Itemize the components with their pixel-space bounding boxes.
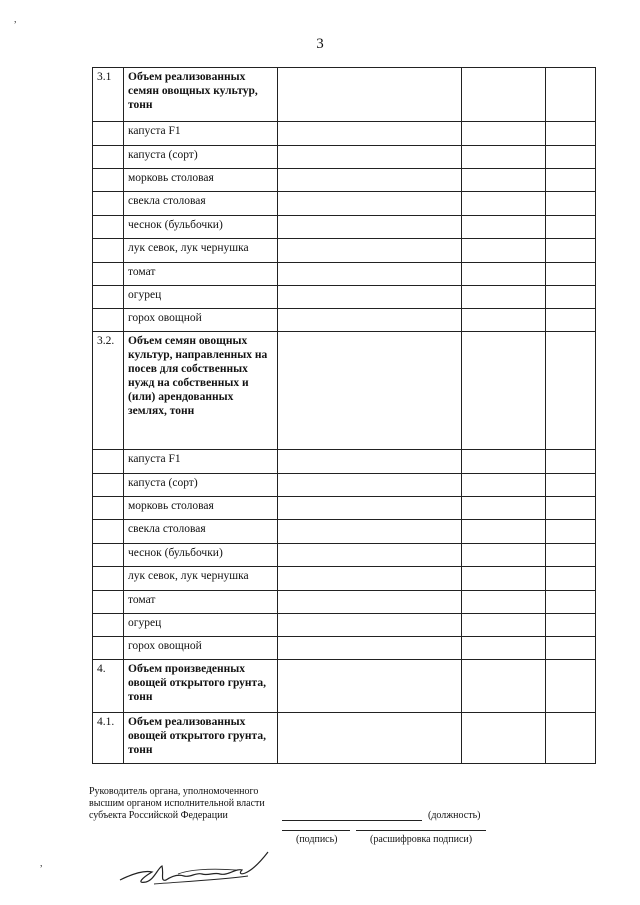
row-number xyxy=(93,520,124,544)
table-row xyxy=(93,68,596,122)
indicator-title: Объем семян овощных культур, направленных на посев для собственных нужд на собственных и (или) арендованных землях, тонн xyxy=(124,332,278,450)
value-cell xyxy=(278,474,462,497)
table-row xyxy=(93,474,596,497)
value-cell xyxy=(546,192,596,216)
value-cell xyxy=(278,520,462,544)
row-number xyxy=(93,169,124,192)
value-cell xyxy=(462,332,546,450)
value-cell xyxy=(462,146,546,169)
value-cell xyxy=(462,122,546,146)
value-cell xyxy=(462,474,546,497)
value-cell xyxy=(278,169,462,192)
table-row xyxy=(93,169,596,192)
indicator-title: Объем реализованных овощей открытого грунта, тонн xyxy=(124,713,278,764)
value-cell xyxy=(546,520,596,544)
row-number xyxy=(93,567,124,591)
value-cell xyxy=(546,309,596,332)
margin-mark: , xyxy=(40,858,43,869)
crop-label: свекла столовая xyxy=(124,192,278,216)
value-cell xyxy=(462,713,546,764)
margin-mark: , xyxy=(14,14,17,25)
handwritten-signature xyxy=(118,846,278,890)
crop-label: томат xyxy=(124,263,278,286)
table-row xyxy=(93,567,596,591)
value-cell xyxy=(546,286,596,309)
position-label: (должность) xyxy=(428,810,481,821)
value-cell xyxy=(462,286,546,309)
value-cell xyxy=(546,713,596,764)
value-cell xyxy=(546,122,596,146)
table-row xyxy=(93,614,596,637)
value-cell xyxy=(546,497,596,520)
value-cell xyxy=(462,637,546,660)
table-row xyxy=(93,192,596,216)
value-cell xyxy=(462,567,546,591)
table-row xyxy=(93,591,596,614)
table-row xyxy=(93,309,596,332)
value-cell xyxy=(546,591,596,614)
row-number xyxy=(93,450,124,474)
crop-label: томат xyxy=(124,591,278,614)
value-cell xyxy=(278,216,462,239)
value-cell xyxy=(462,309,546,332)
value-cell xyxy=(278,68,462,122)
row-number xyxy=(93,614,124,637)
table-row xyxy=(93,637,596,660)
value-cell xyxy=(278,497,462,520)
value-cell xyxy=(546,216,596,239)
indicator-title: Объем реализованных семян овощных культур, тонн xyxy=(124,68,278,122)
table-row xyxy=(93,332,596,450)
table-row xyxy=(93,122,596,146)
row-number: 3.1 xyxy=(93,68,124,122)
row-number xyxy=(93,286,124,309)
row-number xyxy=(93,239,124,263)
value-cell xyxy=(278,713,462,764)
value-cell xyxy=(278,544,462,567)
footer-line: высшим органом исполнительной власти xyxy=(89,798,265,809)
table-row xyxy=(93,497,596,520)
crop-label: лук севок, лук чернушка xyxy=(124,567,278,591)
value-cell xyxy=(462,239,546,263)
value-cell xyxy=(278,614,462,637)
footer-official-title xyxy=(89,786,265,822)
value-cell xyxy=(278,263,462,286)
crop-label: чеснок (бульбочки) xyxy=(124,544,278,567)
row-number: 3.2. xyxy=(93,332,124,450)
crop-label: морковь столовая xyxy=(124,169,278,192)
value-cell xyxy=(546,450,596,474)
value-cell xyxy=(462,660,546,713)
value-cell xyxy=(546,263,596,286)
table-row xyxy=(93,450,596,474)
crop-label: морковь столовая xyxy=(124,497,278,520)
value-cell xyxy=(462,614,546,637)
value-cell xyxy=(462,520,546,544)
table-row xyxy=(93,544,596,567)
value-cell xyxy=(546,68,596,122)
crop-label: капуста (сорт) xyxy=(124,146,278,169)
value-cell xyxy=(462,497,546,520)
crop-label: капуста F1 xyxy=(124,450,278,474)
row-number xyxy=(93,192,124,216)
decoding-line xyxy=(356,830,486,831)
row-number xyxy=(93,497,124,520)
row-number: 4. xyxy=(93,660,124,713)
row-number xyxy=(93,263,124,286)
table-row xyxy=(93,146,596,169)
row-number xyxy=(93,591,124,614)
table-row xyxy=(93,239,596,263)
value-cell xyxy=(278,591,462,614)
row-number: 4.1. xyxy=(93,713,124,764)
value-cell xyxy=(546,567,596,591)
indicator-title: Объем произведенных овощей открытого грунта, тонн xyxy=(124,660,278,713)
value-cell xyxy=(278,332,462,450)
crop-label: свекла столовая xyxy=(124,520,278,544)
row-number xyxy=(93,544,124,567)
crop-label: капуста F1 xyxy=(124,122,278,146)
value-cell xyxy=(278,239,462,263)
value-cell xyxy=(278,660,462,713)
table-row xyxy=(93,660,596,713)
row-number xyxy=(93,216,124,239)
value-cell xyxy=(462,263,546,286)
value-cell xyxy=(546,544,596,567)
crop-label: капуста (сорт) xyxy=(124,474,278,497)
footer-line: субъекта Российской Федерации xyxy=(89,810,228,821)
value-cell xyxy=(278,192,462,216)
value-cell xyxy=(462,544,546,567)
value-cell xyxy=(546,614,596,637)
value-cell xyxy=(546,660,596,713)
row-number xyxy=(93,146,124,169)
value-cell xyxy=(278,637,462,660)
value-cell xyxy=(278,122,462,146)
crop-label: горох овощной xyxy=(124,637,278,660)
value-cell xyxy=(462,169,546,192)
table-row xyxy=(93,286,596,309)
value-cell xyxy=(278,309,462,332)
signature-line xyxy=(282,830,350,831)
row-number xyxy=(93,637,124,660)
crop-label: огурец xyxy=(124,614,278,637)
value-cell xyxy=(278,286,462,309)
crop-label: огурец xyxy=(124,286,278,309)
value-cell xyxy=(546,637,596,660)
decoding-label: (расшифровка подписи) xyxy=(370,834,473,845)
value-cell xyxy=(546,239,596,263)
page-number: 3 xyxy=(316,36,324,52)
report-table xyxy=(92,67,596,764)
value-cell xyxy=(462,591,546,614)
position-line xyxy=(282,820,422,821)
value-cell xyxy=(462,192,546,216)
value-cell xyxy=(462,450,546,474)
value-cell xyxy=(278,146,462,169)
value-cell xyxy=(278,450,462,474)
table-row xyxy=(93,216,596,239)
row-number xyxy=(93,309,124,332)
value-cell xyxy=(546,332,596,450)
value-cell xyxy=(546,146,596,169)
value-cell xyxy=(462,216,546,239)
row-number xyxy=(93,474,124,497)
crop-label: чеснок (бульбочки) xyxy=(124,216,278,239)
table-row xyxy=(93,713,596,764)
value-cell xyxy=(278,567,462,591)
crop-label: лук севок, лук чернушка xyxy=(124,239,278,263)
footer-line: Руководитель органа, уполномоченного xyxy=(89,786,259,797)
crop-label: горох овощной xyxy=(124,309,278,332)
value-cell xyxy=(546,474,596,497)
value-cell xyxy=(462,68,546,122)
table-row xyxy=(93,263,596,286)
value-cell xyxy=(546,169,596,192)
row-number xyxy=(93,122,124,146)
signature-label: (подпись) xyxy=(296,834,338,845)
table-row xyxy=(93,520,596,544)
